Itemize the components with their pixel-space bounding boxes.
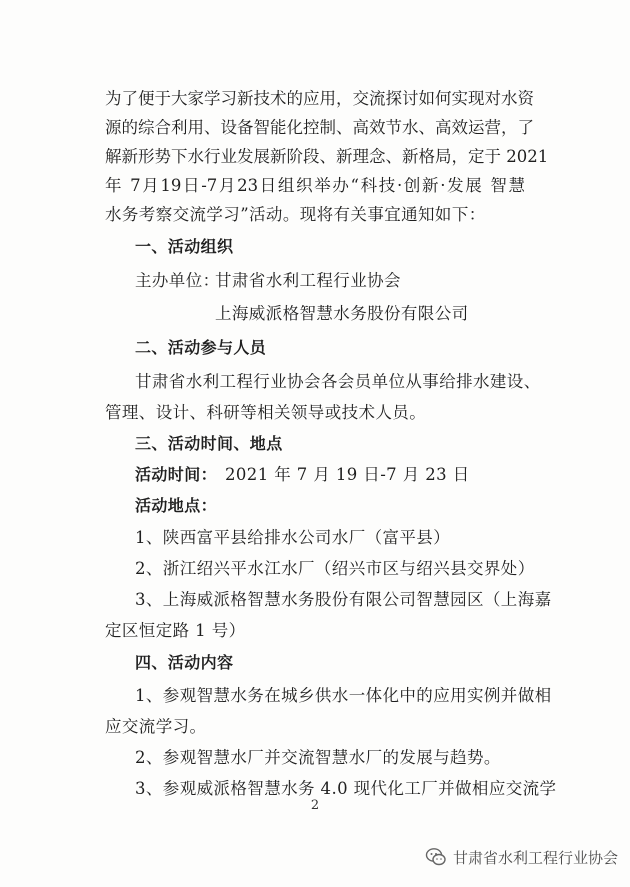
intro-line-1: 为了便于大家学习新技术的应用，交流探讨如何实现对水资 — [105, 89, 534, 108]
section-1-heading: 一、活动组织 — [135, 237, 234, 256]
content-item-1-cont: 应交流学习。 — [105, 717, 207, 736]
place-item-1: 1、陕西富平县给排水公司水厂（富平县） — [135, 528, 451, 547]
wechat-icon — [425, 846, 447, 868]
section-2-heading: 二、活动参与人员 — [135, 338, 267, 357]
host-label: 主办单位： — [135, 271, 220, 290]
section-3-heading: 三、活动时间、地点 — [135, 434, 283, 453]
page-number: 2 — [310, 798, 320, 813]
time-label: 活动时间： — [135, 465, 218, 484]
watermark-text: 甘肃省水利工程行业协会 — [452, 848, 618, 867]
watermark — [425, 846, 618, 868]
section-4-heading: 四、活动内容 — [135, 653, 234, 672]
place-item-3: 3、上海威派格智慧水务股份有限公司智慧园区（上海嘉 — [135, 590, 552, 609]
content-item-3: 3、参观威派格智慧水务 4.0 现代化工厂并做相应交流学 — [135, 779, 557, 798]
time-value: 2021 年 7 月 19 日-7 月 23 日 — [225, 465, 470, 484]
intro-line-4: 年 7月19日-7月23日组织举办“科技·创新·发展 智慧 — [105, 176, 525, 195]
participants-line-2: 管理、设计、科研等相关领导或技术人员。 — [105, 403, 427, 422]
participants-line-1: 甘肃省水利工程行业协会各会员单位从事给排水建设、 — [135, 372, 541, 391]
content-item-1: 1、参观智慧水务在城乡供水一体化中的应用实例并做相 — [135, 686, 552, 705]
host-organizer-2: 上海威派格智慧水务股份有限公司 — [215, 304, 469, 323]
host-organizer-1: 甘肃省水利工程行业协会 — [215, 271, 401, 290]
intro-line-2: 源的综合利用、设备智能化控制、高效节水、高效运营，了 — [105, 118, 534, 137]
place-item-2: 2、浙江绍兴平水江水厂（绍兴市区与绍兴县交界处） — [135, 559, 535, 578]
place-label: 活动地点： — [135, 496, 218, 515]
place-item-3-cont: 定区恒定路 1 号） — [105, 621, 246, 640]
content-item-2: 2、参观智慧水厂并交流智慧水厂的发展与趋势。 — [135, 748, 501, 767]
intro-line-5: 水务考察交流学习”活动。现将有关事宜通知如下： — [105, 205, 486, 224]
intro-line-3: 解新形势下水行业发展新阶段、新理念、新格局，定于 2021 — [105, 147, 549, 166]
